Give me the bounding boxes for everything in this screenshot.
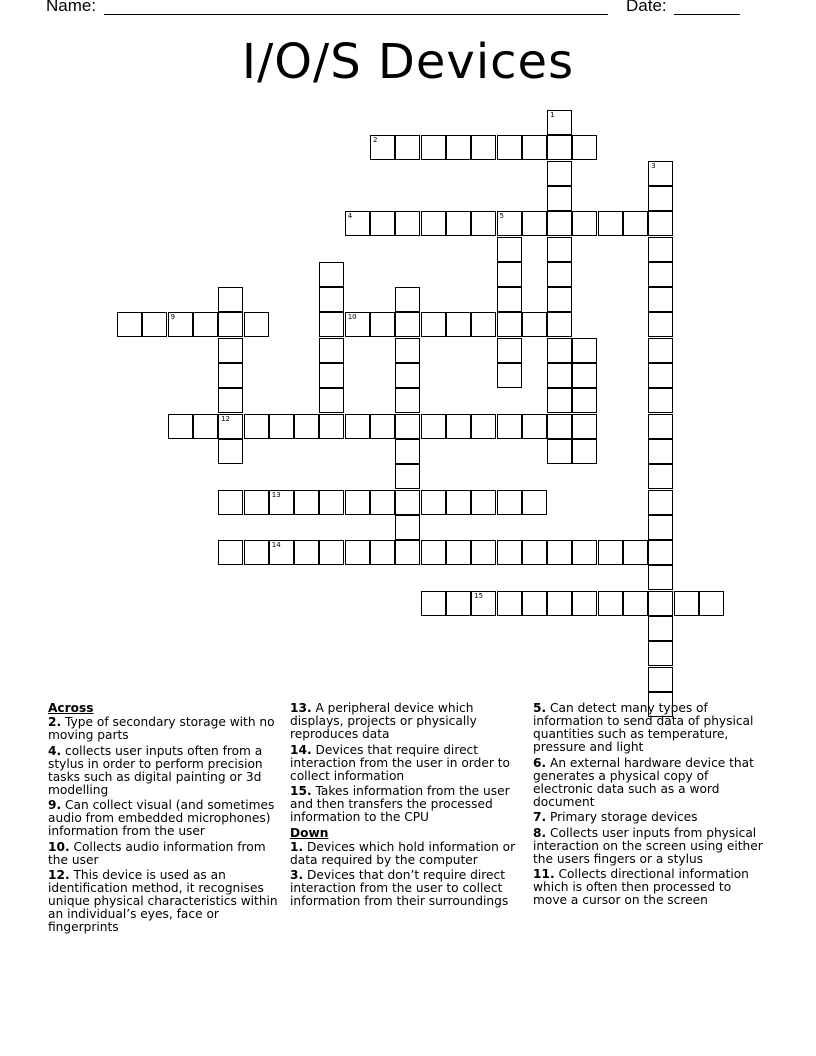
grid-cell[interactable]: [395, 135, 420, 160]
grid-cell[interactable]: [370, 135, 395, 160]
clue-item-text: collects user inputs often from a stylus in order to perform precision tasks such as digital painting or 3d modelling: [48, 743, 263, 797]
grid-cell[interactable]: [370, 211, 395, 236]
grid-cell[interactable]: [497, 211, 522, 236]
clue-item-number: 8.: [533, 825, 547, 840]
grid-cell[interactable]: [421, 591, 446, 616]
clue-item-number: 12.: [48, 868, 70, 882]
grid-cell[interactable]: [522, 540, 547, 565]
clue-number: 9: [170, 313, 176, 322]
grid-cell[interactable]: [244, 540, 269, 565]
clue-number: 3: [651, 161, 656, 170]
clue-item-number: 10.: [48, 839, 70, 854]
grid-cell[interactable]: [471, 312, 496, 337]
grid-cell[interactable]: [547, 110, 572, 135]
clue-item: [48, 869, 283, 934]
grid-cell[interactable]: [497, 262, 522, 287]
grid-cell[interactable]: [547, 161, 572, 186]
grid-cell[interactable]: [497, 135, 522, 160]
grid-cell[interactable]: [319, 490, 344, 515]
clue-item-text: Devices that require direct interaction from the user in order to collect information: [290, 742, 510, 783]
clue-item: [48, 745, 283, 797]
grid-cell[interactable]: [218, 490, 243, 515]
grid-cell[interactable]: [117, 312, 142, 337]
grid-cell[interactable]: [623, 540, 648, 565]
grid-cell[interactable]: [547, 388, 572, 413]
grid-cell[interactable]: [395, 515, 420, 540]
grid-cell[interactable]: [345, 211, 370, 236]
grid-cell[interactable]: [572, 338, 597, 363]
grid-cell[interactable]: [572, 363, 597, 388]
clue-item-number: 11.: [533, 867, 555, 881]
grid-cell[interactable]: [421, 211, 446, 236]
grid-cell[interactable]: [547, 540, 572, 565]
grid-cell[interactable]: [193, 414, 218, 439]
grid-cell[interactable]: [674, 591, 699, 616]
grid-cell[interactable]: [547, 186, 572, 211]
clue-number: 14: [271, 541, 281, 550]
clue-item-number: 3.: [290, 868, 304, 882]
grid-cell[interactable]: [218, 439, 243, 464]
grid-cell[interactable]: [395, 490, 420, 515]
grid-cell[interactable]: [269, 540, 294, 565]
grid-cell[interactable]: [370, 540, 395, 565]
grid-cell[interactable]: [648, 161, 673, 186]
clue-item: [290, 785, 525, 824]
grid-cell[interactable]: [142, 312, 167, 337]
down-clue-list-cont: [533, 702, 768, 907]
clue-item: [48, 799, 283, 838]
clue-column-3: [533, 702, 768, 910]
grid-cell[interactable]: [395, 363, 420, 388]
grid-cell[interactable]: [319, 312, 344, 337]
grid-cell[interactable]: [522, 312, 547, 337]
grid-cell[interactable]: [648, 515, 673, 540]
clue-item-text: Collects directional information which is often then processed to move a cursor on the screen: [533, 867, 749, 907]
grid-cell[interactable]: [269, 414, 294, 439]
clue-column-2: [290, 702, 525, 911]
clue-item: [533, 702, 768, 754]
grid-cell[interactable]: [522, 591, 547, 616]
grid-cell[interactable]: [547, 414, 572, 439]
clue-item-number: 14.: [290, 742, 312, 757]
grid-cell[interactable]: [395, 439, 420, 464]
grid-cell[interactable]: [244, 490, 269, 515]
grid-cell[interactable]: [218, 363, 243, 388]
grid-cell[interactable]: [648, 287, 673, 312]
grid-cell[interactable]: [395, 464, 420, 489]
grid-cell[interactable]: [319, 414, 344, 439]
grid-cell[interactable]: [572, 135, 597, 160]
grid-cell[interactable]: [598, 211, 623, 236]
grid-cell[interactable]: [623, 211, 648, 236]
grid-cell[interactable]: [244, 414, 269, 439]
clue-item-text: Collects user inputs from physical interaction on the screen using either the users fingers or a stylus: [533, 825, 763, 866]
clue-item: [290, 744, 525, 783]
grid-cell[interactable]: [497, 540, 522, 565]
grid-cell[interactable]: [218, 312, 243, 337]
grid-cell[interactable]: [168, 312, 193, 337]
grid-cell[interactable]: [572, 388, 597, 413]
grid-cell[interactable]: [648, 540, 673, 565]
grid-cell[interactable]: [648, 414, 673, 439]
grid-cell[interactable]: [446, 211, 471, 236]
grid-cell[interactable]: [421, 540, 446, 565]
grid-cell[interactable]: [421, 414, 446, 439]
clue-item: [290, 702, 525, 741]
grid-cell[interactable]: [319, 540, 344, 565]
grid-cell[interactable]: [598, 540, 623, 565]
grid-cell[interactable]: [547, 211, 572, 236]
grid-cell[interactable]: [648, 616, 673, 641]
grid-cell[interactable]: [547, 591, 572, 616]
grid-cell[interactable]: [547, 287, 572, 312]
clue-item-text: Can detect many types of information to send data of physical quantities such as temperature, pressure and light: [533, 701, 754, 754]
clue-item-number: 13.: [290, 701, 312, 715]
grid-cell[interactable]: [522, 490, 547, 515]
grid-cell[interactable]: [648, 262, 673, 287]
clue-number: 5: [499, 212, 504, 221]
grid-cell[interactable]: [547, 338, 572, 363]
grid-cell[interactable]: [294, 414, 319, 439]
clue-item-number: 2.: [48, 715, 62, 729]
grid-cell[interactable]: [370, 312, 395, 337]
grid-cell[interactable]: [269, 490, 294, 515]
grid-cell[interactable]: [648, 667, 673, 692]
down-heading: Down: [290, 825, 329, 840]
grid-cell[interactable]: [598, 591, 623, 616]
grid-cell[interactable]: [572, 591, 597, 616]
clue-item-number: 4.: [48, 743, 62, 758]
clue-item-text: This device is used as an identification method, it recognises unique physical characteristics within an individual’s eyes, face or fingerprints: [48, 868, 278, 934]
clue-item-text: A peripheral device which displays, projects or physically reproduces data: [290, 701, 477, 741]
clue-number: 10: [347, 313, 357, 322]
clue-item-text: Can collect visual (and sometimes audio from embedded microphones) information from the user: [48, 798, 275, 838]
clue-column-1: [48, 702, 283, 937]
across-heading: Across: [48, 701, 94, 715]
grid-cell[interactable]: [446, 490, 471, 515]
grid-cell[interactable]: [218, 338, 243, 363]
grid-cell[interactable]: [193, 312, 218, 337]
grid-cell[interactable]: [648, 237, 673, 262]
clue-item: [533, 757, 768, 809]
clue-item-number: 5.: [533, 701, 547, 715]
grid-cell[interactable]: [395, 388, 420, 413]
grid-cell[interactable]: [497, 490, 522, 515]
clue-item: [533, 827, 768, 866]
grid-cell[interactable]: [648, 591, 673, 616]
grid-cell[interactable]: [497, 414, 522, 439]
grid-cell[interactable]: [648, 490, 673, 515]
grid-cell[interactable]: [370, 414, 395, 439]
grid-cell[interactable]: [395, 540, 420, 565]
grid-cell[interactable]: [345, 490, 370, 515]
grid-cell[interactable]: [446, 540, 471, 565]
grid-cell[interactable]: [345, 312, 370, 337]
grid-cell[interactable]: [648, 338, 673, 363]
grid-cell[interactable]: [395, 338, 420, 363]
clue-item: [290, 841, 525, 867]
grid-cell[interactable]: [522, 414, 547, 439]
grid-cell[interactable]: [345, 414, 370, 439]
grid-cell[interactable]: [648, 186, 673, 211]
grid-cell[interactable]: [446, 312, 471, 337]
grid-cell[interactable]: [497, 287, 522, 312]
clue-item-number: 9.: [48, 798, 62, 812]
grid-cell[interactable]: [319, 262, 344, 287]
grid-cell[interactable]: [395, 211, 420, 236]
grid-cell[interactable]: [648, 388, 673, 413]
grid-cell[interactable]: [497, 363, 522, 388]
clue-item-text: Takes information from the user and then transfers the processed information to the CPU: [290, 784, 510, 824]
grid-cell[interactable]: [648, 641, 673, 666]
grid-cell[interactable]: [244, 312, 269, 337]
across-clue-list: [48, 716, 283, 934]
grid-cell[interactable]: [572, 414, 597, 439]
grid-cell[interactable]: [648, 211, 673, 236]
date-label: Date:: [626, 0, 667, 15]
clue-item: [290, 869, 525, 908]
across-clue-list-cont: [290, 702, 525, 824]
grid-cell[interactable]: [319, 287, 344, 312]
clue-item-text: Type of secondary storage with no moving parts: [48, 715, 275, 742]
clue-item-text: An external hardware device that generates a physical copy of electronic data such as a word document: [533, 755, 754, 809]
grid-cell[interactable]: [572, 439, 597, 464]
grid-cell[interactable]: [699, 591, 724, 616]
grid-cell[interactable]: [572, 211, 597, 236]
clue-number: 1: [550, 111, 555, 119]
grid-cell[interactable]: [648, 312, 673, 337]
grid-cell[interactable]: [471, 211, 496, 236]
grid-cell[interactable]: [294, 490, 319, 515]
clue-item-text: Devices which hold information or data required by the computer: [290, 839, 516, 867]
clue-number: 4: [347, 212, 353, 221]
grid-cell[interactable]: [446, 591, 471, 616]
grid-cell[interactable]: [319, 388, 344, 413]
grid-cell[interactable]: [446, 135, 471, 160]
clue-item-number: 6.: [533, 755, 547, 770]
grid-cell[interactable]: [395, 287, 420, 312]
grid-cell[interactable]: [421, 312, 446, 337]
grid-cell[interactable]: [168, 414, 193, 439]
grid-cell[interactable]: [648, 565, 673, 590]
grid-cell[interactable]: [497, 237, 522, 262]
grid-cell[interactable]: [522, 211, 547, 236]
grid-cell[interactable]: [648, 464, 673, 489]
clue-number: 13: [271, 490, 281, 499]
grid-cell[interactable]: [497, 338, 522, 363]
grid-cell[interactable]: [547, 312, 572, 337]
grid-cell[interactable]: [345, 540, 370, 565]
clue-item-number: 15.: [290, 784, 312, 798]
clue-item: [48, 716, 283, 742]
grid-cell[interactable]: [547, 237, 572, 262]
grid-cell[interactable]: [471, 591, 496, 616]
grid-cell[interactable]: [446, 414, 471, 439]
grid-cell[interactable]: [623, 591, 648, 616]
grid-cell[interactable]: [547, 135, 572, 160]
grid-cell[interactable]: [497, 312, 522, 337]
grid-cell[interactable]: [547, 363, 572, 388]
grid-cell[interactable]: [648, 439, 673, 464]
grid-cell[interactable]: [218, 287, 243, 312]
grid-cell[interactable]: [421, 490, 446, 515]
clue-item: [533, 868, 768, 907]
clue-number: 2: [373, 136, 378, 145]
down-clue-list: [290, 841, 525, 909]
grid-cell[interactable]: [319, 338, 344, 363]
grid-cell[interactable]: [395, 312, 420, 337]
grid-cell[interactable]: [471, 414, 496, 439]
grid-cell[interactable]: [471, 135, 496, 160]
name-label: Name:: [46, 0, 97, 15]
clue-item-number: 1.: [290, 839, 304, 854]
grid-cell[interactable]: [294, 540, 319, 565]
clue-item: [533, 811, 768, 824]
grid-cell[interactable]: [370, 490, 395, 515]
grid-cell[interactable]: [218, 414, 243, 439]
clue-number: 12: [221, 414, 231, 423]
grid-cell[interactable]: [547, 262, 572, 287]
grid-cell[interactable]: [421, 135, 446, 160]
grid-cell[interactable]: [471, 540, 496, 565]
grid-cell[interactable]: [319, 363, 344, 388]
clue-item-number: 7.: [533, 810, 547, 824]
clue-number: 15: [474, 591, 484, 600]
clue-item-text: Primary storage devices: [546, 810, 698, 824]
grid-cell[interactable]: [218, 388, 243, 413]
page-title: I/O/S Devices: [241, 34, 575, 90]
clue-item-text: Devices that don’t require direct interaction from the user to collect information from their surroundings: [290, 868, 509, 908]
clue-item-text: Collects audio information from the user: [48, 839, 266, 867]
grid-cell[interactable]: [497, 591, 522, 616]
grid-cell[interactable]: [395, 414, 420, 439]
grid-cell[interactable]: [547, 439, 572, 464]
grid-cell[interactable]: [648, 363, 673, 388]
grid-cell[interactable]: [522, 135, 547, 160]
grid-cell[interactable]: [218, 540, 243, 565]
grid-cell[interactable]: [572, 540, 597, 565]
clue-item: [48, 841, 283, 867]
grid-cell[interactable]: [471, 490, 496, 515]
